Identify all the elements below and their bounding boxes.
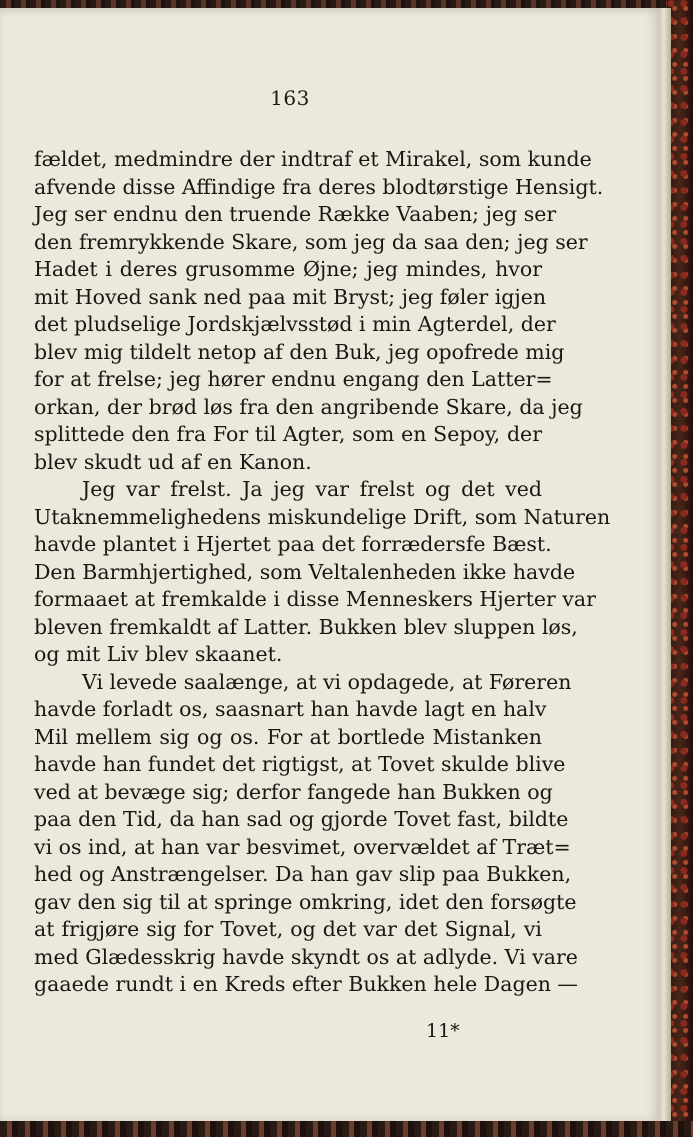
book-binding-bottom	[0, 1121, 693, 1137]
text-line: Den Barmhjertighed, som Veltalenheden ikke havde	[34, 559, 576, 584]
text-line: at frigjøre sig for Tovet, og det var det Signal, vi	[34, 917, 542, 941]
text-line: Mil mellem sig og os. For at bortlede Mistanken	[34, 724, 542, 749]
text-line: paa den Tid, da han sad og gjorde Tovet fast, bildte	[34, 807, 569, 831]
page-number: 163	[270, 86, 310, 110]
text-line: for at frelse; jeg hører endnu engang den Latter=	[34, 367, 553, 391]
paragraph-start-line: Vi levede saalænge, at vi opdagede, at Føreren	[82, 669, 572, 694]
page-stack-edge	[659, 8, 671, 1126]
paragraph-start-line: Jeg var frelst. Ja jeg var frelst og det ved	[82, 477, 542, 501]
text-line: bleven fremkaldt af Latter. Bukken blev sluppen løs,	[34, 614, 578, 639]
text-line: mit Hoved sank ned paa mit Bryst; jeg føler igjen	[34, 284, 547, 309]
text-line: orkan, der brød løs fra den angribende Skare, da jeg	[34, 394, 583, 419]
text-line: blev mig tildelt netop af den Buk, jeg opofrede mig	[34, 339, 565, 364]
text-line: Jeg ser endnu den truende Række Vaaben; jeg ser	[34, 202, 557, 226]
text-line: den fremrykkende Skare, som jeg da saa den; jeg ser	[34, 229, 588, 254]
text-line: med Glædesskrig havde skyndt os at adlyde. Vi vare	[34, 944, 578, 969]
text-line: gav den sig til at springe omkring, idet den forsøgte	[34, 889, 577, 914]
signature-mark: 11*	[426, 1020, 460, 1042]
text-line: det pludselige Jordskjælvsstød i min Agterdel, der	[34, 312, 556, 336]
text-line: havde forladt os, saasnart han havde lagt en halv	[34, 697, 547, 721]
text-line: gaaede rundt i en Kreds efter Bukken hele Dagen —	[34, 972, 578, 996]
text-line: fældet, medmindre der indtraf et Mirakel, som kunde	[34, 147, 592, 171]
text-line: havde plantet i Hjertet paa det forrædersfe Bæst.	[34, 532, 552, 556]
text-line: Hadet i deres grusomme Øjne; jeg mindes, hvor	[34, 257, 542, 281]
text-line: Utaknemmelighedens miskundelige Drift, som Naturen	[34, 504, 611, 529]
text-line: havde han fundet det rigtigst, at Tovet skulde blive	[34, 752, 566, 776]
body-text	[34, 146, 611, 999]
text-line: splittede den fra For til Agter, som en Sepoy, der	[34, 422, 542, 446]
text-line: hed og Anstrængelser. Da han gav slip paa Bukken,	[34, 862, 572, 886]
book-page	[0, 8, 660, 1121]
text-line: vi os ind, at han var besvimet, overvældet af Træt=	[34, 834, 571, 859]
text-line: afvende disse Affindige fra deres blodtørstige Hensigt.	[34, 174, 604, 199]
text-line: ved at bevæge sig; derfor fangede han Bukken og	[34, 779, 553, 804]
text-line: blev skudt ud af en Kanon.	[34, 449, 312, 474]
text-line: og mit Liv blev skaanet.	[34, 642, 283, 666]
text-line: formaaet at fremkalde i disse Menneskers Hjerter var	[34, 587, 596, 611]
